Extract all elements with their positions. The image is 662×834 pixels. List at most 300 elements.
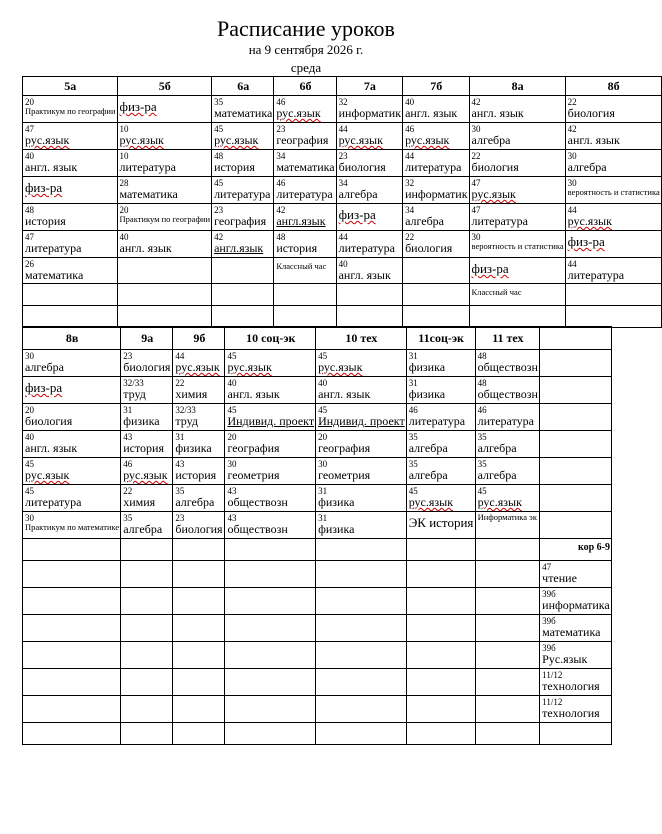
room-number: 48 (477, 351, 487, 361)
room-number: 39б (542, 616, 556, 626)
subject-name: история (123, 441, 164, 455)
lesson-cell (225, 539, 316, 561)
room-number: 42 (214, 232, 224, 242)
lesson-cell (225, 723, 316, 745)
lesson-cell (121, 615, 173, 642)
lesson-cell (173, 512, 225, 539)
subject-name: биология (338, 160, 386, 174)
lesson-cell (173, 642, 225, 669)
lesson-row (23, 512, 612, 539)
room-number: 44 (175, 351, 185, 361)
lesson-cell (565, 204, 661, 231)
subject-name: Практикум по математике (25, 522, 120, 532)
lesson-cell (336, 231, 402, 258)
lesson-cell (540, 615, 612, 642)
subject-name: рус.язык (338, 133, 383, 147)
subject-name: англ.язык (214, 241, 264, 255)
lesson-cell (23, 588, 121, 615)
lesson-cell (212, 306, 274, 328)
subject-name: химия (175, 387, 208, 401)
lesson-cell (274, 177, 336, 204)
lesson-cell (225, 642, 316, 669)
lesson-cell (540, 696, 612, 723)
lesson-cell (406, 512, 475, 539)
lesson-cell (316, 696, 407, 723)
lesson-cell (212, 284, 274, 306)
subject-name: физика (175, 441, 212, 455)
lesson-cell (117, 258, 212, 284)
lesson-cell (406, 485, 475, 512)
lesson-cell (406, 642, 475, 669)
subject-name: обществозн (477, 387, 538, 401)
lesson-cell (274, 306, 336, 328)
lesson-cell (403, 258, 469, 284)
lesson-cell (540, 431, 612, 458)
lesson-cell (23, 377, 121, 404)
subject-name: литература (477, 414, 534, 428)
lesson-cell (316, 539, 407, 561)
lesson-cell (121, 512, 173, 539)
lesson-cell (23, 231, 118, 258)
subject-name: физ-ра (25, 180, 63, 195)
lesson-cell (565, 231, 661, 258)
lesson-cell (121, 723, 173, 745)
room-number: 22 (175, 378, 185, 388)
subject-name: геометрия (227, 468, 280, 482)
class-header: 5а (23, 77, 118, 96)
lesson-row (23, 150, 662, 177)
subject-name: ЭК история (408, 515, 474, 530)
lesson-cell (225, 350, 316, 377)
lesson-cell (565, 123, 661, 150)
room-number: 30 (567, 151, 577, 161)
subject-name: алгебра (408, 441, 448, 455)
lesson-cell (212, 231, 274, 258)
room-number: 32/33 (123, 378, 144, 388)
class-header: 11 тех (475, 327, 540, 350)
room-number: 46 (276, 178, 286, 188)
lesson-cell (406, 723, 475, 745)
lesson-cell (173, 561, 225, 588)
lesson-cell (316, 377, 407, 404)
room-number: 47 (542, 562, 552, 572)
subject-name: математика (214, 106, 273, 120)
lesson-cell (475, 350, 540, 377)
lesson-cell (406, 458, 475, 485)
lesson-cell (316, 561, 407, 588)
room-number: 40 (318, 378, 328, 388)
room-number: 42 (471, 97, 481, 107)
lesson-cell (469, 150, 565, 177)
subject-name: литература (276, 187, 333, 201)
lesson-row (23, 561, 612, 588)
room-number: 39б (542, 589, 556, 599)
room-number: 48 (477, 378, 487, 388)
subject-name: литература (338, 241, 396, 255)
room-number: 44 (338, 232, 348, 242)
subject-name: геометрия (318, 468, 371, 482)
room-number: 35 (123, 513, 133, 523)
lesson-cell (23, 642, 121, 669)
subject-name: география (318, 441, 371, 455)
lesson-cell (469, 204, 565, 231)
lesson-cell (316, 485, 407, 512)
room-number: 47 (471, 178, 481, 188)
lesson-cell (23, 350, 121, 377)
lesson-cell (23, 431, 121, 458)
subject-name: рус.язык (318, 360, 363, 374)
subject-name: информатика (542, 598, 610, 612)
lesson-cell (117, 123, 212, 150)
lesson-cell (540, 588, 612, 615)
lesson-cell (274, 123, 336, 150)
lesson-cell (23, 177, 118, 204)
lesson-cell (173, 458, 225, 485)
lesson-cell (540, 561, 612, 588)
lesson-cell (540, 404, 612, 431)
room-number: 20 (227, 432, 237, 442)
room-number: 32 (405, 178, 415, 188)
lesson-cell (121, 431, 173, 458)
lesson-cell (475, 458, 540, 485)
lesson-cell (316, 723, 407, 745)
lesson-cell (225, 588, 316, 615)
room-number: 23 (214, 205, 224, 215)
subject-name: история (276, 241, 318, 255)
room-number: 10 (119, 124, 129, 134)
lesson-cell (212, 123, 274, 150)
subject-name: математика (276, 160, 335, 174)
lesson-cell (121, 539, 173, 561)
subject-name: англ. язык (405, 106, 458, 120)
lesson-row (23, 204, 662, 231)
subject-name: англ. язык (227, 387, 280, 401)
subject-name: география (227, 441, 280, 455)
subject-name: Индивид. проект (227, 414, 315, 428)
lesson-cell (406, 588, 475, 615)
lesson-cell (173, 485, 225, 512)
lesson-cell (406, 350, 475, 377)
room-number: 35 (408, 459, 418, 469)
room-number: 30 (25, 351, 34, 361)
subject-name: обществозн (477, 360, 538, 374)
room-number: 28 (119, 178, 129, 188)
subject-name: рус.язык (477, 495, 522, 509)
lesson-cell (212, 96, 274, 123)
lesson-row (23, 284, 662, 306)
lesson-cell (23, 123, 118, 150)
lesson-cell (212, 204, 274, 231)
room-number: 35 (175, 486, 185, 496)
room-number: 31 (408, 351, 418, 361)
lesson-cell (274, 96, 336, 123)
subject-name: биология (405, 241, 453, 255)
subject-name: математика (25, 268, 84, 282)
room-number: 34 (405, 205, 415, 215)
lesson-cell (121, 588, 173, 615)
lesson-row (23, 485, 612, 512)
lesson-cell (121, 561, 173, 588)
subject-name: биология (471, 160, 519, 174)
subject-name: литература (119, 160, 176, 174)
lesson-cell (540, 512, 612, 539)
room-number: 48 (25, 205, 34, 215)
room-number: 40 (227, 378, 237, 388)
subject-name: литература (25, 241, 82, 255)
lesson-cell (121, 696, 173, 723)
lesson-cell (403, 204, 469, 231)
room-number: 26 (25, 259, 34, 269)
lesson-cell (23, 512, 121, 539)
lesson-cell (121, 377, 173, 404)
lesson-cell (469, 231, 565, 258)
lesson-cell (540, 485, 612, 512)
lesson-row (23, 458, 612, 485)
lesson-cell (225, 431, 316, 458)
room-number: 23 (123, 351, 133, 361)
room-number: 22 (471, 151, 481, 161)
lesson-cell (565, 177, 661, 204)
subject-name: география (276, 133, 329, 147)
subject-name: литература (405, 160, 462, 174)
room-number: 48 (214, 151, 224, 161)
room-number: 45 (214, 178, 224, 188)
room-number: 31 (318, 486, 328, 496)
room-number: 45 (214, 124, 224, 134)
room-number: 30 (471, 232, 481, 242)
lesson-cell (406, 539, 475, 561)
lesson-cell (173, 404, 225, 431)
lesson-cell (540, 350, 612, 377)
class-header: 8а (469, 77, 565, 96)
room-number: 32/33 (175, 405, 196, 415)
lesson-cell (173, 350, 225, 377)
lesson-cell (121, 642, 173, 669)
class-header (540, 327, 612, 350)
subject-name: Рус.язык (542, 652, 588, 666)
lesson-row (23, 177, 662, 204)
lesson-cell (540, 539, 612, 561)
lesson-cell (469, 96, 565, 123)
lesson-row (23, 431, 612, 458)
class-header: 8б (565, 77, 661, 96)
room-number: 31 (408, 378, 418, 388)
subject-name: рус.язык (123, 468, 168, 482)
lesson-cell (23, 306, 118, 328)
subject-name: история (25, 214, 66, 228)
lesson-cell (475, 588, 540, 615)
lesson-cell (173, 696, 225, 723)
lesson-cell (173, 377, 225, 404)
lesson-cell (540, 669, 612, 696)
subject-name: Классный час (471, 287, 522, 297)
lesson-cell (406, 404, 475, 431)
lesson-row (23, 696, 612, 723)
subject-name: рус.язык (175, 360, 220, 374)
lesson-cell (475, 512, 540, 539)
subject-name: труд (123, 387, 146, 401)
subject-name: литература (567, 268, 625, 282)
room-number: 20 (25, 97, 34, 107)
room-number: 31 (175, 432, 185, 442)
lesson-cell (406, 615, 475, 642)
room-number: 46 (405, 124, 415, 134)
room-number: 43 (175, 459, 185, 469)
room-number: 32 (338, 97, 348, 107)
subject-name: Информатика эк (477, 512, 537, 522)
page-title: Расписание уроков (217, 16, 395, 41)
lesson-cell (212, 258, 274, 284)
lesson-cell (336, 258, 402, 284)
subject-name: труд (175, 414, 198, 428)
lesson-cell (23, 458, 121, 485)
lesson-cell (23, 150, 118, 177)
subject-name: технология (542, 679, 600, 693)
class-header: 6б (274, 77, 336, 96)
subject-name: англ. язык (471, 106, 524, 120)
lesson-cell (212, 150, 274, 177)
lesson-cell (540, 377, 612, 404)
lesson-cell (23, 669, 121, 696)
room-number: 31 (318, 513, 328, 523)
lesson-row (23, 404, 612, 431)
lesson-cell (274, 258, 336, 284)
lesson-cell (565, 150, 661, 177)
lesson-cell (121, 404, 173, 431)
subject-name: физика (408, 387, 446, 401)
room-number: 45 (227, 405, 237, 415)
subject-name: рус.язык (408, 495, 454, 509)
lesson-cell (23, 615, 121, 642)
room-number: 44 (338, 124, 348, 134)
lesson-row (23, 588, 612, 615)
lesson-cell (475, 377, 540, 404)
room-number: 46 (477, 405, 487, 415)
room-number: 35 (477, 459, 487, 469)
room-number: 40 (25, 151, 34, 161)
lesson-cell (117, 96, 212, 123)
subject-name: информатик (405, 187, 468, 201)
subject-name: обществозн (227, 495, 288, 509)
class-header: 7а (336, 77, 402, 96)
room-number: 22 (123, 486, 133, 496)
lesson-cell (173, 615, 225, 642)
class-header: 10 соц-эк (225, 327, 316, 350)
lesson-cell (225, 696, 316, 723)
lesson-cell (316, 458, 407, 485)
lesson-row (23, 377, 612, 404)
room-number: 45 (25, 486, 34, 496)
subject-name: география (214, 214, 267, 228)
room-number: 22 (567, 97, 577, 107)
subject-name: алгебра (123, 522, 163, 536)
lesson-cell (274, 231, 336, 258)
subject-name: англ. язык (25, 441, 78, 455)
lesson-cell (173, 588, 225, 615)
subject-name: физ-ра (567, 234, 605, 249)
subject-name: математика (542, 625, 601, 639)
lesson-cell (565, 258, 661, 284)
lesson-cell (121, 350, 173, 377)
subject-name: Практикум по географии (119, 214, 211, 224)
lesson-cell (475, 539, 540, 561)
room-number: 34 (338, 178, 348, 188)
lesson-cell (475, 642, 540, 669)
room-number: 45 (318, 405, 328, 415)
lesson-cell (225, 669, 316, 696)
room-number: 20 (318, 432, 328, 442)
room-number: 46 (408, 405, 418, 415)
room-number: 44 (405, 151, 415, 161)
lesson-cell (23, 284, 118, 306)
subject-name: технология (542, 706, 600, 720)
lesson-cell (316, 615, 407, 642)
class-header: 9б (173, 327, 225, 350)
lesson-cell (23, 258, 118, 284)
room-number: 43 (227, 486, 237, 496)
subject-name: обществозн (227, 522, 288, 536)
room-number: 23 (276, 124, 286, 134)
subject-name: алгебра (25, 360, 64, 374)
lesson-cell (117, 284, 212, 306)
lesson-cell (336, 96, 402, 123)
subject-name: алгебра (567, 160, 607, 174)
class-header: 9а (121, 327, 173, 350)
lesson-cell (274, 284, 336, 306)
room-number: 30 (227, 459, 237, 469)
lesson-cell (403, 150, 469, 177)
lesson-cell (316, 669, 407, 696)
room-number: 40 (405, 97, 415, 107)
lesson-cell (403, 231, 469, 258)
lesson-cell (23, 96, 118, 123)
lesson-cell (173, 669, 225, 696)
room-number: 45 (408, 486, 418, 496)
room-number: 47 (25, 124, 34, 134)
lesson-cell (540, 723, 612, 745)
subject-name: физ-ра (471, 261, 509, 276)
room-number: 45 (318, 351, 328, 361)
subject-name: физ-ра (25, 380, 63, 395)
lesson-cell (540, 642, 612, 669)
lesson-cell (475, 404, 540, 431)
lesson-cell (23, 696, 121, 723)
lesson-row (23, 96, 662, 123)
room-number: 11/12 (542, 670, 563, 680)
subject-name: англ. язык (338, 268, 391, 282)
room-number: 44 (567, 259, 577, 269)
room-number: 20 (25, 405, 34, 415)
room-number: 48 (276, 232, 286, 242)
subject-name: алгебра (405, 214, 445, 228)
room-number: 34 (276, 151, 286, 161)
lesson-cell (225, 615, 316, 642)
lesson-cell (475, 485, 540, 512)
class-header: 5б (117, 77, 212, 96)
class-header: 8в (23, 327, 121, 350)
lesson-cell (469, 306, 565, 328)
lesson-cell (336, 284, 402, 306)
room-number: 42 (276, 205, 286, 215)
subject-name: алгебра (477, 468, 517, 482)
lesson-cell (117, 306, 212, 328)
lesson-cell (121, 669, 173, 696)
subject-name: Индивид. проект (318, 414, 405, 428)
lesson-cell (406, 669, 475, 696)
room-number: 31 (123, 405, 133, 415)
subject-name: физ-ра (338, 207, 376, 222)
subject-name: физика (123, 414, 160, 428)
